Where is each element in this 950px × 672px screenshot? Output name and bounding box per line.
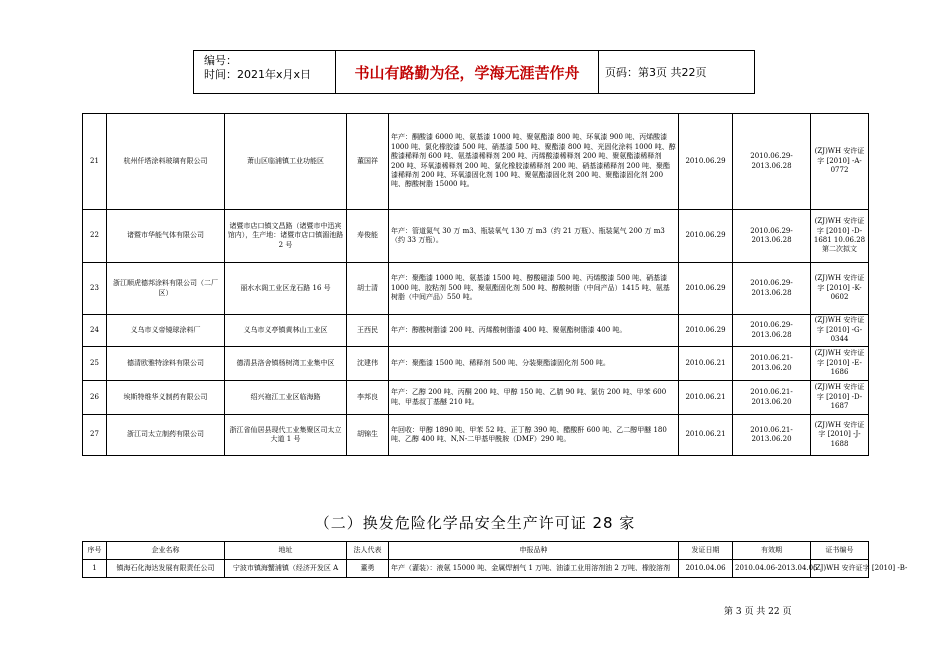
cell-rep: 李邦良 <box>347 381 389 415</box>
header-cell: 发证日期 <box>679 542 733 560</box>
header-cell: 序号 <box>83 542 107 560</box>
table-row <box>83 263 869 315</box>
cell-company: 德清欧雅特涂料有限公司 <box>107 347 225 381</box>
cell-address: 宁波市镇海蟹浦镇（经济开发区 A <box>225 560 347 578</box>
header-cell: 有效期 <box>733 542 811 560</box>
cell-no: 27 <box>83 415 107 456</box>
cell-issue-date: 2010.06.21 <box>679 415 733 456</box>
cell-cert-no: (ZJ)WH 安许证字 [2010] -D-1687 <box>811 381 869 415</box>
cell-scope: 年产：聚酯漆 1500 吨、稀释剂 500 吨、分装聚酯漆固化剂 500 吨。 <box>389 347 679 381</box>
cell-rep: 胡锦生 <box>347 415 389 456</box>
cell-scope: 年产（灌装）：液氨 15000 吨、金属焊割气 1 万吨、油漆工业用溶剂油 2 万吨、橡胶溶剂 <box>389 560 679 578</box>
cell-scope: 年产：醇酸树脂漆 200 吨、丙烯酸树脂漆 400 吨、聚氨酯树脂漆 400 吨。 <box>389 315 679 347</box>
cell-company: 诸暨市华能气体有限公司 <box>107 210 225 263</box>
cell-cert-no: (ZJ)WH 安许证字 [2010] -J-1688 <box>811 415 869 456</box>
cell-issue-date: 2010.06.29 <box>679 315 733 347</box>
cell-rep: 董国祥 <box>347 114 389 210</box>
cell-scope: 年产：乙醇 200 吨、丙酮 200 吨、甲醇 150 吨、乙腈 90 吨、氯仿 200 吨、甲苯 600 吨、甲基叔丁基醚 210 吨。 <box>389 381 679 415</box>
cell-address: 浙江省仙居县现代工业集聚区司太立大道 1 号 <box>225 415 347 456</box>
header-motto: 书山有路勤为径，学海无涯苦作舟 <box>336 51 599 93</box>
cell-no: 23 <box>83 263 107 315</box>
cell-address: 绍兴袍江工业区临海路 <box>225 381 347 415</box>
cell-address: 诸暨市店口镇文昌路（诸暨市中迅宾馆内），生产地：诸暨市店口镇湄池路 2 号 <box>225 210 347 263</box>
cell-scope: 年产：管道氮气 30 万 m3、瓶装氧气 130 万 m3（约 21 万瓶）、瓶装氮气 200 万 m3（约 33 万瓶）。 <box>389 210 679 263</box>
cell-valid-period: 2010.06.29-2013.06.28 <box>733 210 811 263</box>
cell-valid-period: 2010.06.21-2013.06.20 <box>733 347 811 381</box>
cell-valid-period: 2010.06.29-2013.06.28 <box>733 315 811 347</box>
header-cell: 地址 <box>225 542 347 560</box>
header-meta <box>194 51 336 93</box>
table-row <box>83 415 869 456</box>
cell-no: 1 <box>83 560 107 578</box>
cell-cert-no: (ZJ)WH 安许证字 [2010] -K-0602 <box>811 263 869 315</box>
cell-issue-date: 2010.04.06 <box>679 560 733 578</box>
cell-company: 埃斯特维华义制药有限公司 <box>107 381 225 415</box>
page-header <box>193 50 755 94</box>
cell-issue-date: 2010.06.21 <box>679 381 733 415</box>
table-row <box>83 560 869 578</box>
permit-table <box>82 113 869 456</box>
cell-rep: 沈建伟 <box>347 347 389 381</box>
cell-address: 萧山区临浦镇工业功能区 <box>225 114 347 210</box>
header-cell: 申报品种 <box>389 542 679 560</box>
table-row <box>83 315 869 347</box>
cell-no: 26 <box>83 381 107 415</box>
cell-company: 镇海石化海达发展有限责任公司 <box>107 560 225 578</box>
cell-no: 24 <box>83 315 107 347</box>
cell-cert-no: (ZJ)WH 安许证字 [2010] -D-1681 10.06.28 第二次拟文 <box>811 210 869 263</box>
cell-company: 杭州仟塔涂料玻璃有限公司 <box>107 114 225 210</box>
cell-address: 德清县洛舍镇杨树湾工业集中区 <box>225 347 347 381</box>
cell-scope: 年产：聚酯漆 1000 吨、氨基漆 1500 吨、醇酸磁漆 500 吨、丙烯酸漆 500 吨、硝基漆 1000 吨、胶粘剂 500 吨、聚氨酯固化剂 500 吨、醇酸树脂（中间产品）1415 吨、氨基树脂（中间产品）550 吨。 <box>389 263 679 315</box>
header-cell: 企业名称 <box>107 542 225 560</box>
cell-no: 21 <box>83 114 107 210</box>
cell-cert-no: (ZJ)WH 安许证字 [2010] -A-0772 <box>811 114 869 210</box>
table-row <box>83 347 869 381</box>
cell-company: 浙江顺虎德邦涂料有限公司（二厂区） <box>107 263 225 315</box>
cell-rep: 董勇 <box>347 560 389 578</box>
cell-issue-date: 2010.06.29 <box>679 114 733 210</box>
cell-issue-date: 2010.06.21 <box>679 347 733 381</box>
renewal-table <box>82 541 908 578</box>
cell-company: 义乌市义帝镜球涂料厂 <box>107 315 225 347</box>
cell-cert-no: (ZJ)WH 安许证字 [2010] -E-1686 <box>811 347 869 381</box>
cell-company: 浙江司太立制药有限公司 <box>107 415 225 456</box>
cell-rep: 寿俊能 <box>347 210 389 263</box>
page-footer: 第 3 页 共 22 页 <box>724 607 792 617</box>
cell-issue-date: 2010.06.29 <box>679 263 733 315</box>
header-cell: 证书编号 <box>811 542 869 560</box>
cell-cert-no: (ZJ)WH 安许证字 [2010] -G-0344 <box>811 315 869 347</box>
section-title: （二）换发危险化学品安全生产许可证 28 家 <box>314 514 636 532</box>
cell-valid-period: 2010.06.29-2013.06.28 <box>733 114 811 210</box>
cell-rep: 胡士清 <box>347 263 389 315</box>
cell-rep: 王西民 <box>347 315 389 347</box>
header-number-label: 编号： <box>204 54 237 67</box>
header-date-label: 时间：2021年x月x日 <box>204 68 312 81</box>
header-page-label: 页码：第3页 共22页 <box>605 66 707 79</box>
table-row <box>83 114 869 210</box>
cell-no: 22 <box>83 210 107 263</box>
cell-valid-period: 2010.06.21-2013.06.20 <box>733 415 811 456</box>
cell-issue-date: 2010.06.29 <box>679 210 733 263</box>
table-row <box>83 210 869 263</box>
table-header-row <box>83 542 869 560</box>
cell-address: 义乌市义亭镇黄林山工业区 <box>225 315 347 347</box>
cell-valid-period: 2010.06.29-2013.06.28 <box>733 263 811 315</box>
table-row <box>83 381 869 415</box>
cell-address: 丽水水阁工业区龙石路 16 号 <box>225 263 347 315</box>
header-cell: 法人代表 <box>347 542 389 560</box>
cell-valid-period: 2010.06.21-2013.06.20 <box>733 381 811 415</box>
cell-scope: 年回收：甲醇 1890 吨、甲苯 52 吨、正丁醇 390 吨、醋酸酐 600 吨、乙二醇甲醚 180 吨、乙醇 400 吨、N,N-二甲基甲酰胺（DMF）290 吨。 <box>389 415 679 456</box>
cell-cert-no: (ZJ)WH 安许证字 [2010] -B- <box>811 560 869 578</box>
cell-valid-period: 2010.04.06-2013.04.05 <box>733 560 811 578</box>
cell-scope: 年产：酮酸漆 6000 吨、氨基漆 1000 吨、聚氨酯漆 800 吨、环氧漆 900 吨、丙烯酸漆 1000 吨、氯化橡胶漆 500 吨、硝基漆 500 吨、聚酯漆 800 吨、光固化涂料 1000 吨、醇酸漆稀释剂 600 吨、氨基漆稀释剂 200 吨、丙烯酸漆稀释剂 200 吨、聚氨酯漆稀释剂 200 吨、环氧漆稀释剂 200 吨、氯化橡胶漆稀释剂 200 吨、硝基漆稀释剂 200 吨、聚酯漆稀释剂 200 吨、环氧漆固化剂 100 吨、聚氨酯漆固化剂 200 吨、聚酯漆固化剂 200 吨、醇酸树脂 15000 吨。 <box>389 114 679 210</box>
cell-no: 25 <box>83 347 107 381</box>
